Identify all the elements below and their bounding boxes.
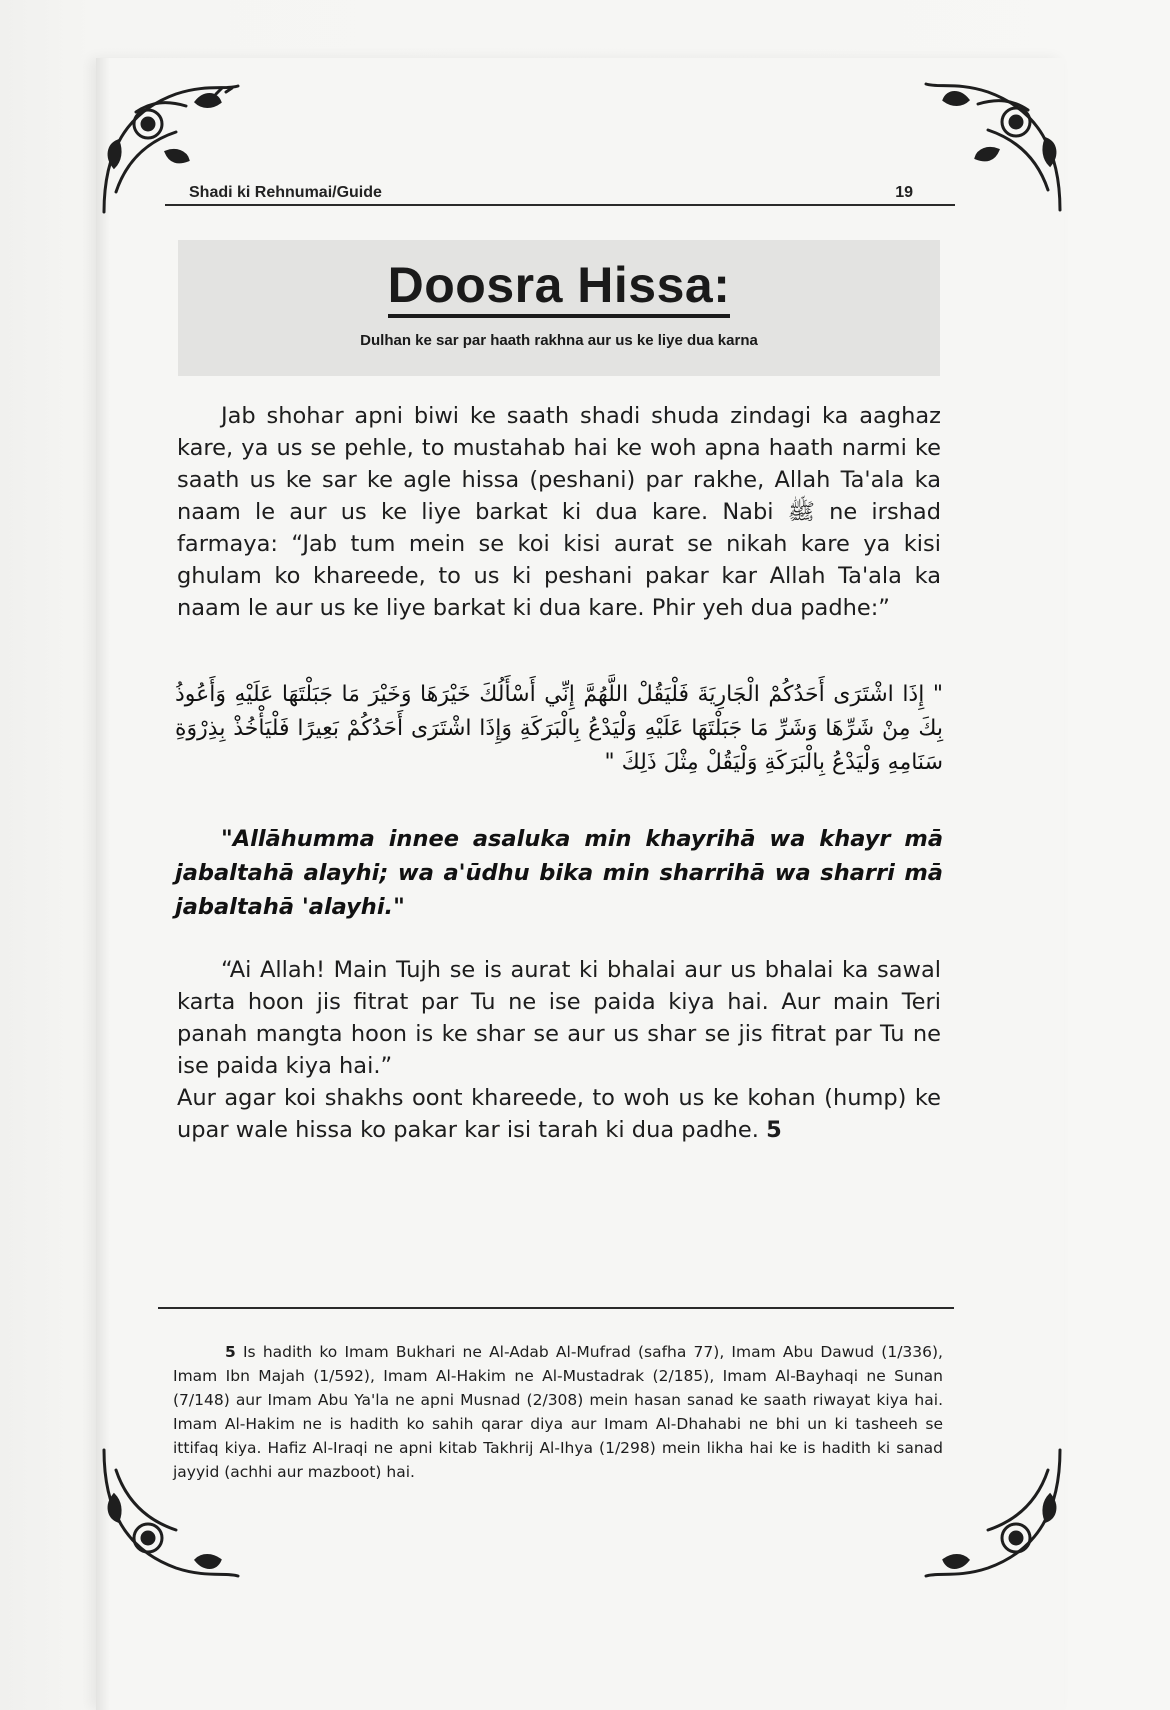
footnote-text: Is hadith ko Imam Bukhari ne Al-Adab Al-Mufrad (safha 77), Imam Abu Dawud (1/336), Imam Ibn Majah (1/592), Imam Al-Hakim ne Al-Mustadrak (2/185), Imam Al-Bayhaqi ne Sunan (7/148) aur Imam Abu Ya'la ne apni Musnad (2/308) mein hasan sanad ke saath riwayat kiya hai. Imam Al-Hakim ne is hadith ko sahih qarar diya aur Imam Al-Dhahabi ne bhi un ki tasheeh se ittifaq kiya. Hafiz Al-Iraqi ne apni kitab Takhrij Al-Ihya (1/298) mein likha hai ke is hadith ki sanad jayyid (achhi aur mazboot) hai. [173, 1343, 943, 1481]
dua-transliteration: "Allāhumma innee asaluka min khayrihā wa khayr mā jabaltahā alayhi; wa a'ūdhu bika min sharrihā wa sharri mā jabaltahā 'alayhi." [175, 826, 943, 920]
section-title [178, 256, 940, 314]
footnote [173, 1340, 943, 1484]
page-number: 19 [895, 184, 913, 201]
page-header [165, 180, 955, 206]
footnote-divider [158, 1307, 954, 1309]
arabic-dua: " إِذَا اشْتَرَى أَحَدُكُمْ الْجَارِيَةَ فَلْيَقُلْ اللَّهُمَّ إِنِّي أَسْأَلُكَ خَيْرَهَا وَخَيْرَ مَا جَبَلْتَهَا عَلَيْهِ وَأَعُوذُ بِكَ مِنْ شَرِّهَا وَشَرِّ مَا جَبَلْتَهَا عَلَيْهِ وَلْيَدْعُ بِالْبَرَكَةِ وَإِذَا اشْتَرَى أَحَدُكُمْ بَعِيرًا فَلْيَأْخُذْ بِذِرْوَةِ سَنَامِهِ وَلْيَدْعُ بِالْبَرَكَةِ وَلْيَقُلْ مِثْلَ ذَلِكَ " [175, 682, 943, 775]
footnote-reference[interactable]: 5 [766, 1117, 782, 1143]
footnote-number: 5 [225, 1343, 236, 1361]
body-paragraph-1: Jab shohar apni biwi ke saath shadi shuda zindagi ka aaghaz kare, ya us se pehle, to mustahab hai ke woh apna haath narmi ke saath us ke sar ke agle hissa (peshani) par rakhe, Allah Ta'ala ka naam le aur us ke liye barkat ki dua kare. Nabi ﷺ ne irshad farmaya: “Jab tum mein se koi kisi aurat se nikah kare ya kisi ghulam ko khareede, to us ki peshani pakar kar Allah Ta'ala ka naam le aur us ke liye barkat ki dua kare. Phir yeh dua padhe:” [177, 403, 941, 621]
body-paragraph-3 [177, 1082, 941, 1146]
section-subtitle: Dulhan ke sar par haath rakhna aur us ke liye dua karna [360, 332, 758, 349]
section-title-box [178, 240, 940, 376]
running-head: Shadi ki Rehnumai/Guide [189, 184, 382, 201]
paragraph-3-text: Aur agar koi shakhs oont khareede, to woh us ke kohan (hump) ke upar wale hissa ko pakar kar isi tarah ki dua padhe. [177, 1085, 941, 1143]
body-paragraph-2: “Ai Allah! Main Tujh se is aurat ki bhalai aur us bhalai ka sawal karta hoon jis fitrat par Tu ne ise paida kiya hai. Aur main Teri panah mangta hoon is ke shar se aur us shar se jis fitrat par Tu ne ise paida kiya hai.” [177, 957, 941, 1079]
section-title-text: Doosra Hissa: [388, 257, 731, 318]
